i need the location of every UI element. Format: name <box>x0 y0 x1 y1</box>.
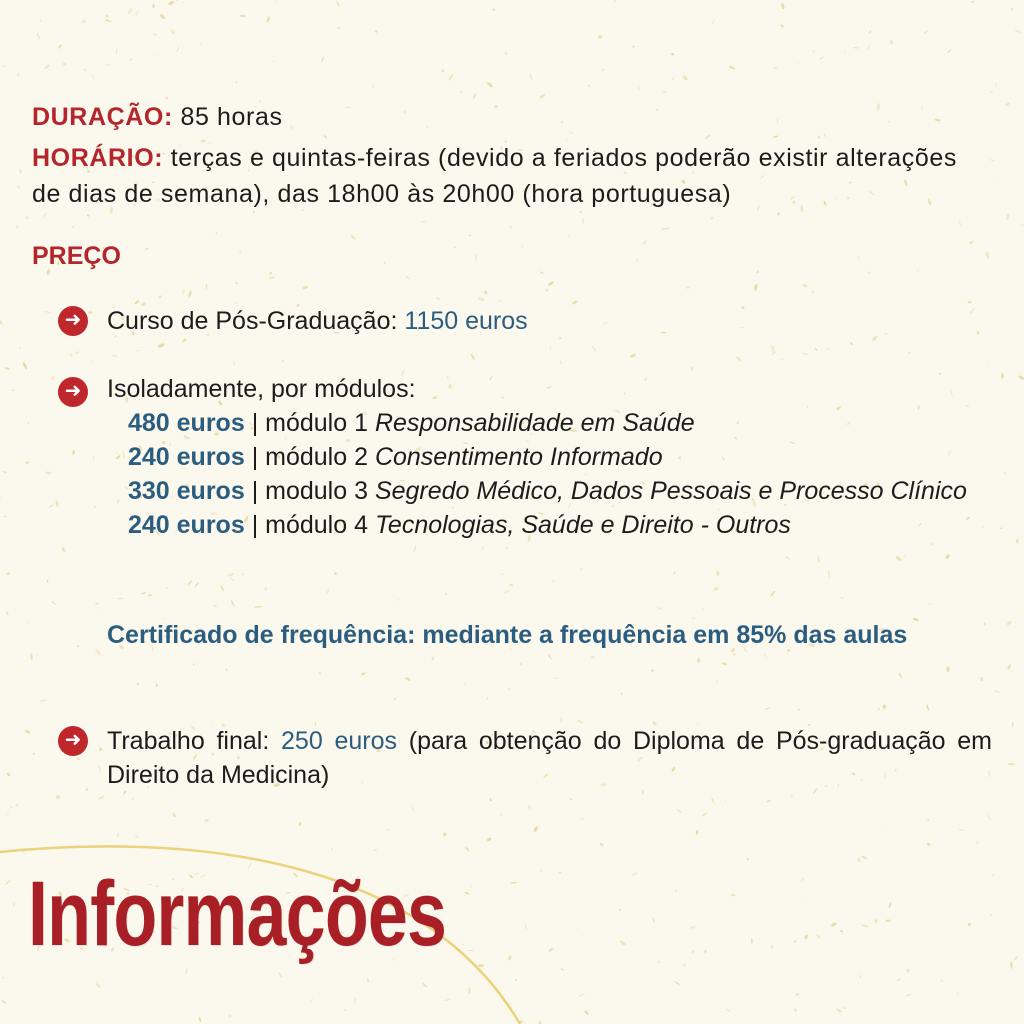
module-sep: | módulo 1 <box>244 409 375 437</box>
arrow-right-circle-icon: ➜ <box>58 306 88 336</box>
schedule-value: terças e quintas-feiras (devido a feriados poderão existir alterações de dias de semana), das 18h00 às 20h00 (hora portuguesa) <box>32 144 957 208</box>
module-name: Responsabilidade em Saúde <box>374 409 695 437</box>
course-price-text: Curso de Pós-Graduação: <box>107 307 405 335</box>
module-price: 240 euros <box>128 511 245 539</box>
module-price: 240 euros <box>128 443 245 471</box>
module-sep: | modulo 3 <box>244 477 375 505</box>
final-work-item <box>107 724 992 792</box>
page-title: Informações <box>28 863 447 965</box>
module-price: 330 euros <box>128 477 245 505</box>
price-heading: PREÇO <box>32 242 121 270</box>
course-price-value: 1150 euros <box>404 307 528 335</box>
module-sep: | módulo 4 <box>244 511 375 539</box>
module-sep: | módulo 2 <box>244 443 375 471</box>
schedule-line <box>32 140 992 212</box>
final-work-rest: (para obtenção do Diploma de Pós-graduação em Direito da Medicina) <box>107 727 992 789</box>
certificate-note: Certificado de frequência: mediante a frequência em 85% das aulas <box>107 621 908 649</box>
module-line <box>107 440 992 474</box>
arrow-right-circle-icon: ➜ <box>58 726 88 756</box>
modules-intro: Isoladamente, por módulos: <box>107 375 416 403</box>
modules-item <box>107 372 992 542</box>
module-name: Consentimento Informado <box>374 443 663 471</box>
final-work-price: 250 euros <box>281 727 398 755</box>
arrow-right-circle-icon: ➜ <box>58 377 88 407</box>
duration-line <box>32 100 283 134</box>
duration-value: 85 horas <box>172 103 283 131</box>
course-price-item <box>107 304 528 338</box>
module-line <box>107 508 992 542</box>
module-line <box>107 406 992 440</box>
schedule-label: HORÁRIO: <box>32 144 164 172</box>
final-work-text: Trabalho final: <box>107 727 282 755</box>
module-price: 480 euros <box>128 409 245 437</box>
module-name: Segredo Médico, Dados Pessoais e Processo Clínico <box>374 477 967 505</box>
module-name: Tecnologias, Saúde e Direito - Outros <box>374 511 791 539</box>
module-line <box>107 474 992 508</box>
duration-label: DURAÇÃO: <box>32 103 173 131</box>
